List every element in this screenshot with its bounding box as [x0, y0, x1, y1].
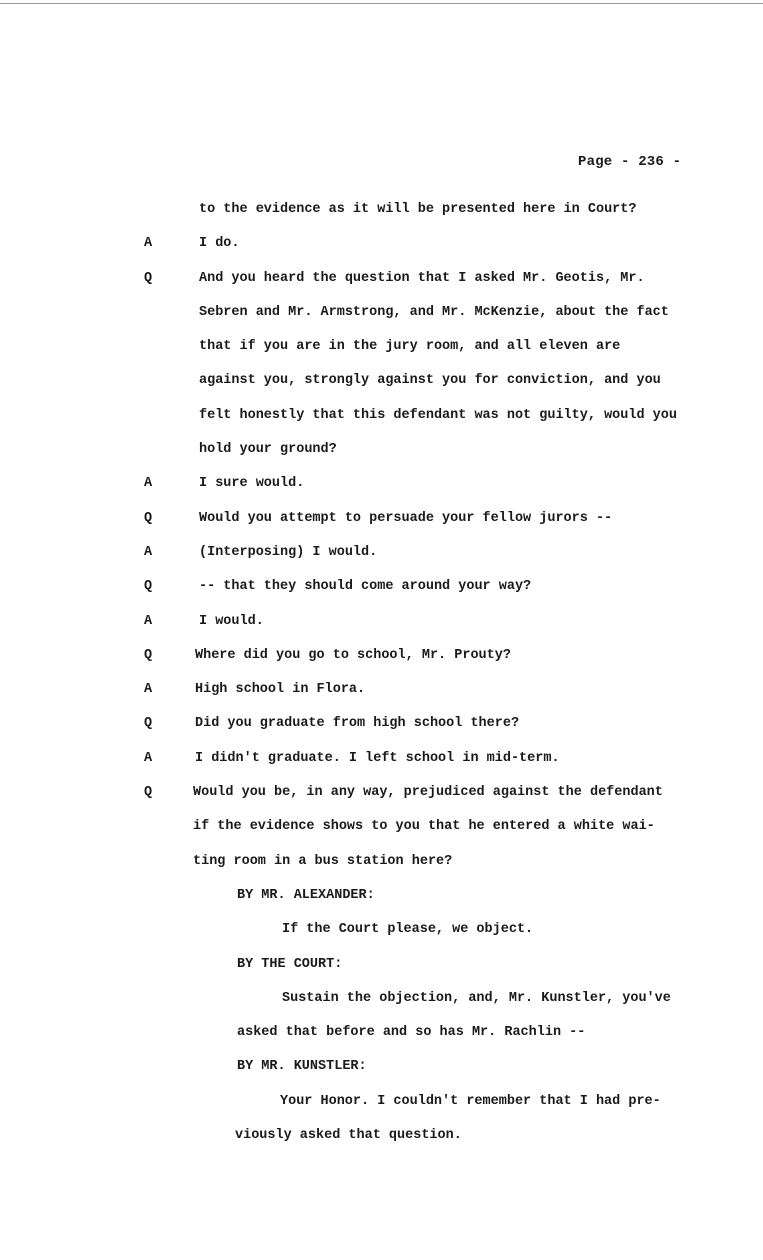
- speaker-label: Q: [144, 785, 153, 801]
- transcript-line: [0, 682, 763, 716]
- speaker-label: A: [144, 682, 153, 698]
- line-text: Would you be, in any way, prejudiced against the defendant: [193, 785, 663, 801]
- transcript-line: [0, 202, 763, 236]
- page-number: Page - 236 -: [578, 154, 682, 170]
- transcript-line: [0, 1059, 763, 1093]
- line-text: High school in Flora.: [195, 682, 366, 698]
- line-text: hold your ground?: [199, 442, 337, 458]
- transcript-line: [0, 819, 763, 853]
- line-text: Where did you go to school, Mr. Prouty?: [195, 647, 511, 663]
- line-text: -- that they should come around your way?: [199, 579, 532, 595]
- transcript-line: [0, 408, 763, 442]
- speaker-label: A: [144, 613, 153, 629]
- transcript-line: [0, 442, 763, 476]
- speaker-label: Q: [144, 647, 153, 663]
- line-text: against you, strongly against you for conviction, and you: [199, 373, 661, 389]
- line-text: Would you attempt to persuade your fellow jurors --: [199, 510, 613, 526]
- top-edge-rule: [0, 3, 763, 4]
- transcript-line: [0, 271, 763, 305]
- transcript-line: [0, 373, 763, 407]
- transcript-line: [0, 922, 763, 956]
- line-text: I do.: [199, 236, 240, 252]
- line-text: And you heard the question that I asked Mr. Geotis, Mr.: [199, 270, 645, 286]
- transcript-line: [0, 991, 763, 1025]
- speaker-label: Q: [144, 270, 153, 286]
- line-text: Sebren and Mr. Armstrong, and Mr. McKenzie, about the fact: [199, 304, 669, 320]
- transcript-line: [0, 751, 763, 785]
- speaker-label: Q: [144, 716, 153, 732]
- transcript-line: [0, 305, 763, 339]
- transcript-line: [0, 1094, 763, 1128]
- line-text: Sustain the objection, and, Mr. Kunstler, you've: [282, 990, 671, 1006]
- transcript-line: [0, 236, 763, 270]
- transcript-line: [0, 476, 763, 510]
- line-text: Your Honor. I couldn't remember that I had pre-: [280, 1093, 661, 1109]
- speaker-label: A: [144, 750, 153, 766]
- transcript-line: [0, 716, 763, 750]
- speaker-label: A: [144, 476, 153, 492]
- transcript-line: [0, 545, 763, 579]
- line-text: asked that before and so has Mr. Rachlin --: [237, 1025, 586, 1041]
- transcript-line: [0, 854, 763, 888]
- transcript-line: [0, 614, 763, 648]
- transcript-line: [0, 511, 763, 545]
- line-text: felt honestly that this defendant was not guilty, would you: [199, 407, 677, 423]
- line-text: Did you graduate from high school there?: [195, 716, 520, 732]
- transcript-line: [0, 1128, 763, 1162]
- speaker-label: Q: [144, 510, 153, 526]
- speaker-label: Q: [144, 579, 153, 595]
- transcript-line: [0, 785, 763, 819]
- line-text: to the evidence as it will be presented here in Court?: [199, 202, 637, 217]
- transcript-line: [0, 339, 763, 373]
- transcript-line: [0, 648, 763, 682]
- line-text: ting room in a bus station here?: [193, 853, 453, 869]
- line-text: If the Court please, we object.: [282, 922, 534, 938]
- line-text: I sure would.: [199, 476, 305, 492]
- transcript-body: [0, 202, 763, 1162]
- line-text: that if you are in the jury room, and all eleven are: [199, 339, 621, 355]
- speaker-heading: BY MR. ALEXANDER:: [237, 887, 375, 903]
- line-text: if the evidence shows to you that he entered a white wai-: [193, 819, 655, 835]
- line-text: viously asked that question.: [235, 1128, 462, 1144]
- transcript-line: [0, 888, 763, 922]
- transcript-line: [0, 1025, 763, 1059]
- speaker-label: A: [144, 544, 153, 560]
- line-text: (Interposing) I would.: [199, 544, 378, 560]
- speaker-heading: BY MR. KUNSTLER:: [237, 1059, 367, 1075]
- speaker-label: A: [144, 236, 153, 252]
- transcript-line: [0, 957, 763, 991]
- line-text: I didn't graduate. I left school in mid-term.: [195, 750, 560, 766]
- transcript-line: [0, 579, 763, 613]
- line-text: I would.: [199, 613, 264, 629]
- speaker-heading: BY THE COURT:: [237, 956, 343, 972]
